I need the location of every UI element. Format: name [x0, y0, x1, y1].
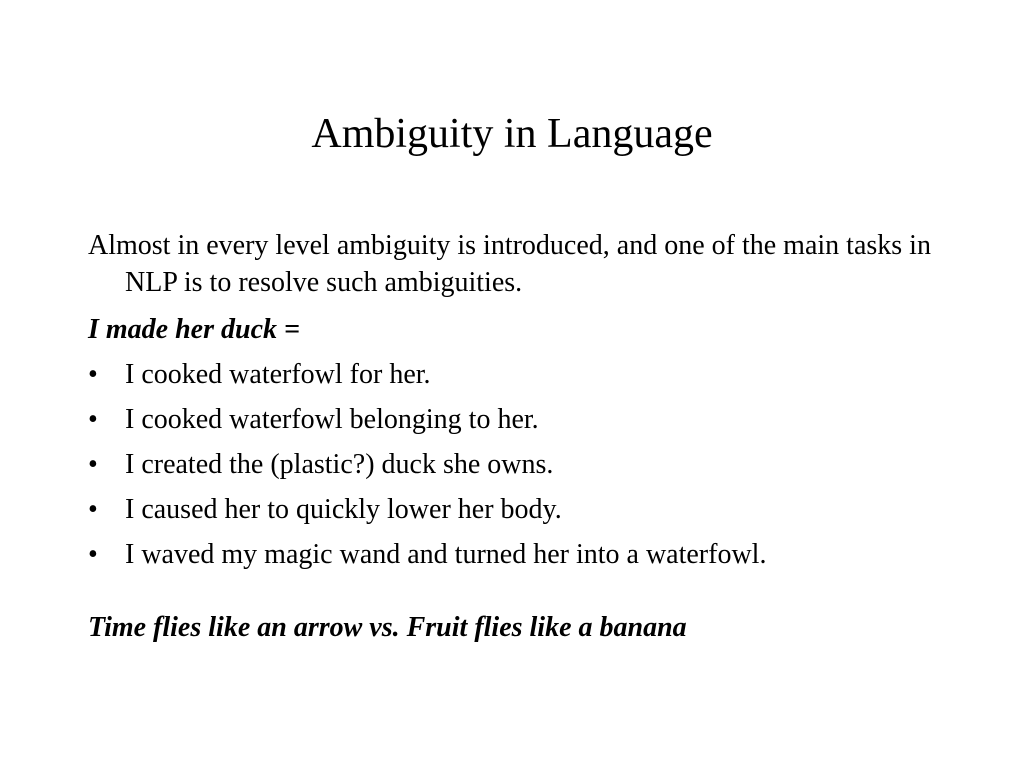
- bullet-text: I caused her to quickly lower her body.: [125, 494, 562, 525]
- bullet-item: [88, 356, 948, 393]
- bullet-icon: •: [88, 449, 98, 480]
- bullet-text: I waved my magic wand and turned her into a waterfowl.: [125, 539, 767, 570]
- bullet-icon: •: [88, 539, 98, 570]
- bullet-item: [88, 401, 948, 438]
- bullet-item: [88, 446, 948, 483]
- bullet-icon: •: [88, 404, 98, 435]
- intro-paragraph: Almost in every level ambiguity is introduced, and one of the main tasks in NLP is to resolve such ambiguities.: [88, 230, 931, 298]
- bullet-text: I cooked waterfowl belonging to her.: [125, 404, 539, 435]
- bullet-icon: •: [88, 494, 98, 525]
- bullet-item: [88, 536, 948, 573]
- slide-body: [88, 227, 948, 646]
- bullet-text: I created the (plastic?) duck she owns.: [125, 449, 554, 480]
- bullet-icon: •: [88, 359, 98, 390]
- bullet-text: I cooked waterfowl for her.: [125, 359, 431, 390]
- bullet-item: [88, 491, 948, 528]
- closing-line: Time flies like an arrow vs. Fruit flies like a banana: [88, 612, 687, 643]
- slide-title: Ambiguity in Language: [311, 111, 713, 157]
- example-heading: I made her duck =: [88, 314, 300, 345]
- bullet-list: [88, 356, 948, 573]
